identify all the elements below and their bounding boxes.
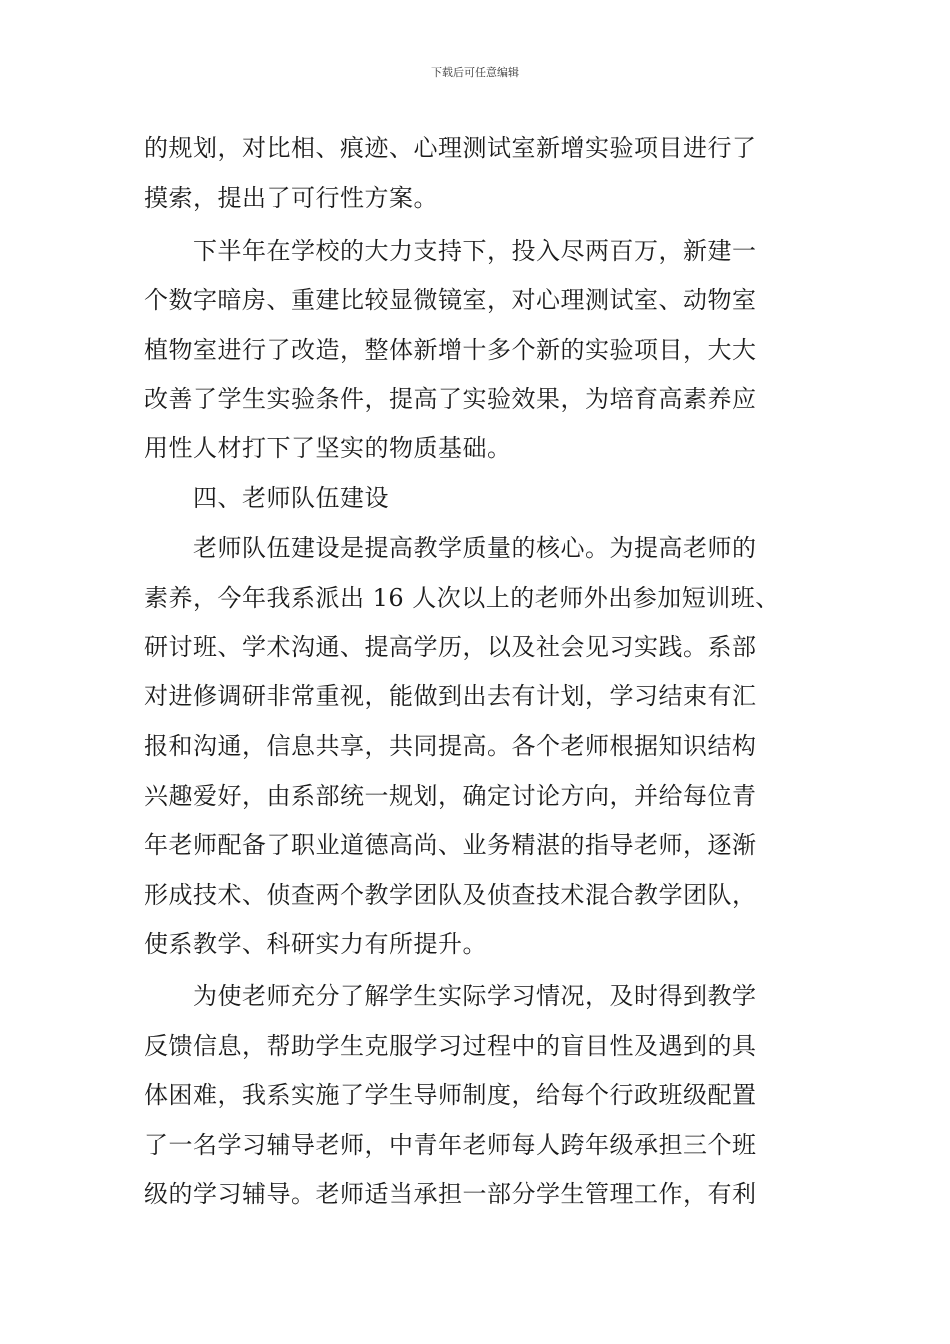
text-line: 报和沟通，信息共享，共同提高。各个老师根据知识结构 [144,732,757,760]
text-line: 改善了学生实验条件，提高了实验效果，为培育高素养应 [144,385,757,413]
text-line: 植物室进行了改造，整体新增十多个新的实验项目，大大 [144,336,757,364]
text-line: 摸索，提出了可行性方案。 [144,184,438,212]
text-line: 反馈信息，帮助学生克服学习过程中的盲目性及遇到的具 [144,1032,757,1060]
text-line: 形成技术、侦查两个教学团队及侦查技术混合教学团队， [144,881,757,909]
text-line: 级的学习辅导。老师适当承担一部分学生管理工作，有利 [144,1180,757,1208]
section-heading: 四、老师队伍建设 [144,484,389,512]
text-line: 素养，今年我系派出 16 人次以上的老师外出参加短训班、 [144,584,780,612]
text-line: 的规划，对比相、痕迹、心理测试室新增实验项目进行了 [144,134,757,162]
text-line: 个数字暗房、重建比较显微镜室，对心理测试室、动物室 [144,286,757,314]
paragraph-start-line: 老师队伍建设是提高教学质量的核心。为提高老师的 [144,534,757,562]
paragraph-start-line: 下半年在学校的大力支持下，投入尽两百万，新建一 [144,237,757,265]
text-line: 使系教学、科研实力有所提升。 [144,930,487,958]
text-line: 对进修调研非常重视，能做到出去有计划，学习结束有汇 [144,682,757,710]
page-header: 下载后可任意编辑 [431,66,519,79]
text-line: 兴趣爱好，由系部统一规划，确定讨论方向，并给每位青 [144,782,757,810]
text-line: 体困难，我系实施了学生导师制度，给每个行政班级配置 [144,1081,757,1109]
text-line: 用性人材打下了坚实的物质基础。 [144,434,512,462]
text-line: 了一名学习辅导老师，中青年老师每人跨年级承担三个班 [144,1131,757,1159]
text-line: 研讨班、学术沟通、提高学历，以及社会见习实践。系部 [144,633,757,661]
text-line: 年老师配备了职业道德高尚、业务精湛的指导老师，逐渐 [144,831,757,859]
paragraph-start-line: 为使老师充分了解学生实际学习情况，及时得到教学 [144,982,757,1010]
